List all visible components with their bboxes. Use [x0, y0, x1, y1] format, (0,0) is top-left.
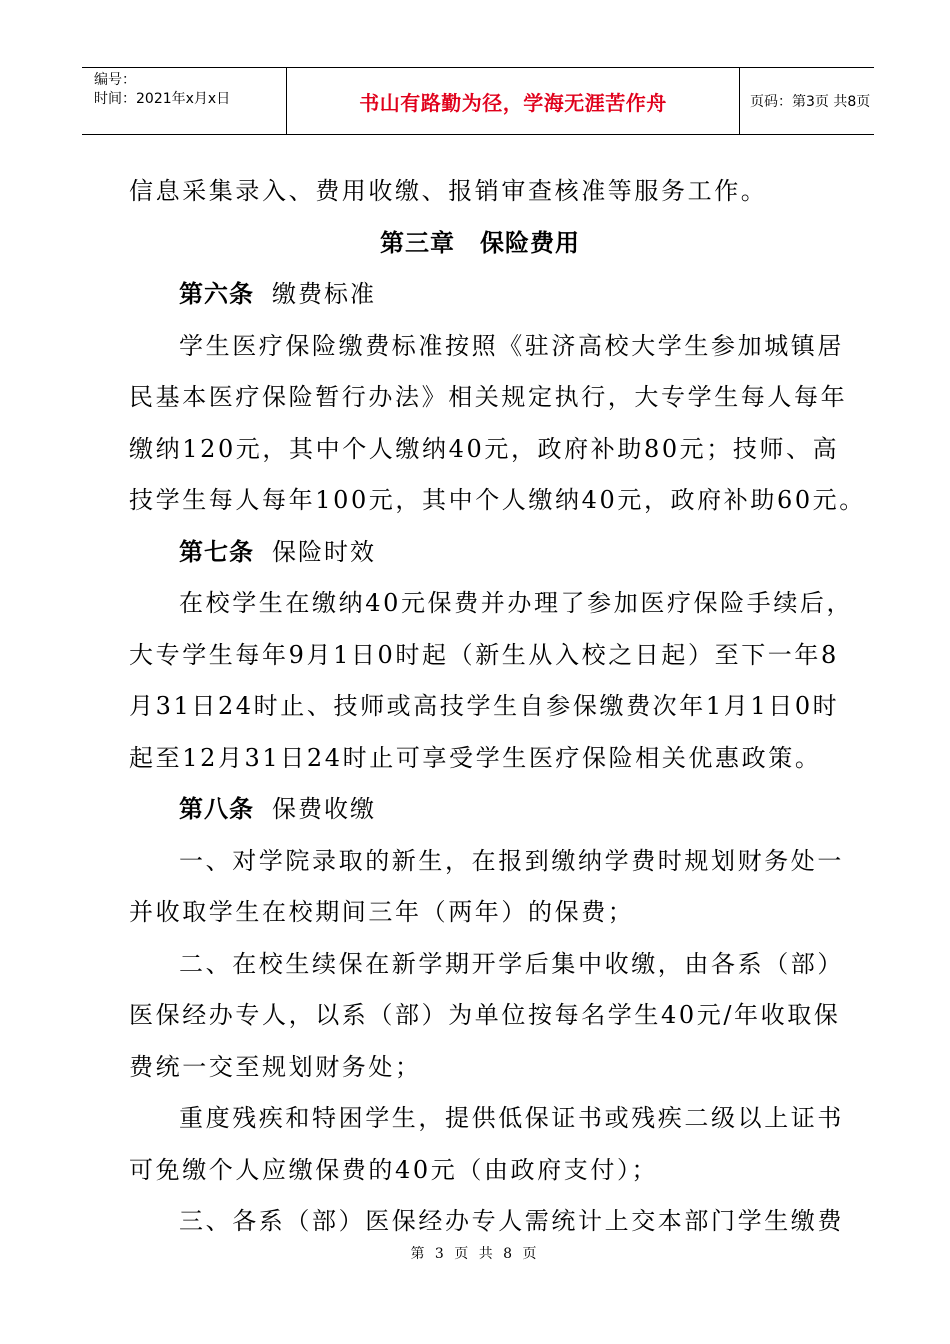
- paragraph-line: 缴纳120元，其中个人缴纳40元，政府补助80元；技师、高: [129, 434, 840, 463]
- article-subject: 缴费标准: [272, 280, 376, 308]
- paragraph-line: 三、各系（部）医保经办专人需统计上交本部门学生缴费: [179, 1207, 844, 1235]
- paragraph-line: 学生医疗保险缴费标准按照《驻济高校大学生参加城镇居: [179, 331, 844, 360]
- paragraph-line: 并收取学生在校期间三年（两年）的保费；: [129, 898, 635, 926]
- document-body: [129, 166, 866, 1248]
- article-heading: [129, 784, 831, 836]
- header-page-info: 页码：第3页 共8页: [750, 94, 871, 110]
- article-number: 第八条: [179, 795, 254, 823]
- document-number-label: 编号：: [94, 72, 136, 88]
- article-subject: 保费收缴: [272, 795, 376, 823]
- paragraph-line: 一、对学院录取的新生，在报到缴纳学费时规划财务处一: [179, 846, 844, 875]
- page-header: [82, 67, 874, 135]
- paragraph-line: 费统一交至规划财务处；: [129, 1052, 422, 1081]
- header-meta: [82, 68, 286, 134]
- paragraph-line: 起至12月31日24时止可享受学生医疗保险相关优惠政策。: [129, 743, 822, 772]
- paragraph-line: 月31日24时止、技师或高技学生自参保缴费次年1月1日0时: [129, 692, 840, 720]
- page-footer: 第 3 页 共 8 页: [410, 1246, 540, 1262]
- chapter-title: 第三章 保险费用: [380, 228, 580, 257]
- paragraph-line: 信息采集录入、费用收缴、报销审查核准等服务工作。: [129, 177, 768, 205]
- paragraph-line: 二、在校生续保在新学期开学后集中收缴，由各系（部）: [179, 949, 844, 978]
- paragraph-line: 重度残疾和特困学生，提供低保证书或残疾二级以上证书: [179, 1104, 844, 1132]
- paragraph-line: 可免缴个人应缴保费的40元（由政府支付）；: [129, 1155, 659, 1184]
- paragraph-line: 民基本医疗保险暂行办法》相关规定执行，大专学生每人每年: [129, 383, 848, 411]
- article-subject: 保险时效: [272, 537, 376, 566]
- paragraph-line: 大专学生每年9月1日0时起（新生从入校之日起）至下一年8: [129, 640, 839, 669]
- document-time-label: 时间：2021年x月x日: [94, 91, 231, 107]
- header-motto: 书山有路勤为径，学海无涯苦作舟: [286, 68, 740, 134]
- paragraph-line: 医保经办专人，以系（部）为单位按每名学生40元/年收取保: [129, 1001, 841, 1029]
- paragraph-line: 技学生每人每年100元，其中个人缴纳40元，政府补助60元。: [129, 486, 866, 514]
- article-number: 第七条: [179, 537, 254, 566]
- article-heading: [129, 527, 831, 579]
- article-number: 第六条: [179, 280, 254, 308]
- paragraph-line: 在校学生在缴纳40元保费并办理了参加医疗保险手续后，: [179, 589, 854, 617]
- article-heading: [129, 269, 831, 321]
